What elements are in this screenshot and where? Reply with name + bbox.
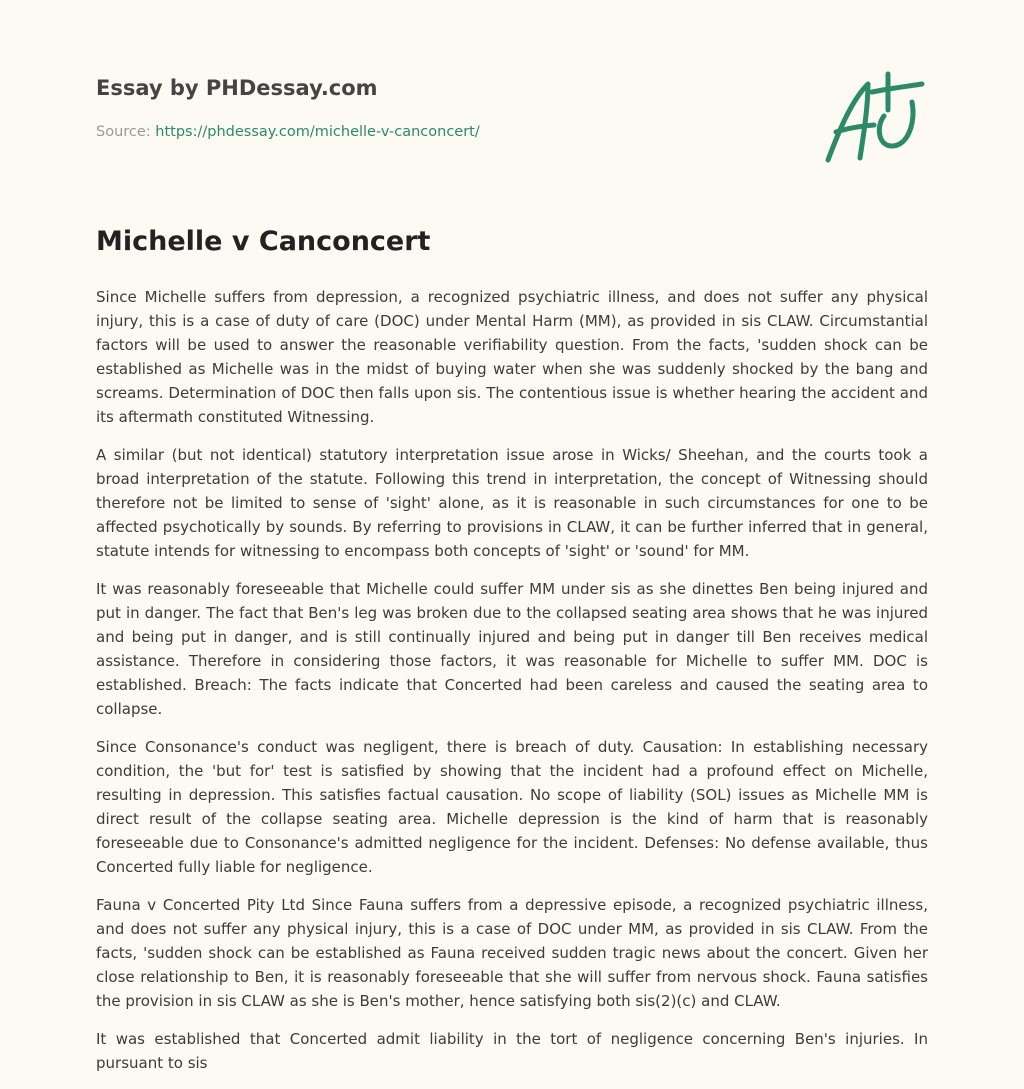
essay-title: Michelle v Canconcert	[96, 226, 431, 257]
site-brand: Essay by PHDessay.com	[96, 76, 378, 100]
source-link[interactable]: https://phdessay.com/michelle-v-canconcert/	[155, 124, 480, 140]
essay-paragraph: A similar (but not identical) statutory interpretation issue arose in Wicks/ Sheehan, and the courts took a broad interpretation of the statute. Following this trend in interpretation, the concept of Witnessing should therefore not be limited to sense of 'sight' alone, as it is reasonable in such circumstances for one to be affected psychotically by sounds. By referring to provisions in CLAW, it can be further inferred that in general, statute intends for witnessing to encompass both concepts of 'sight' or 'sound' for MM.	[96, 446, 928, 560]
essay-paragraph: It was reasonably foreseeable that Michelle could suffer MM under sis as she dinettes Ben being injured and put in danger. The fact that Ben's leg was broken due to the collapsed seating area shows that he was injured and being put in danger, and is still continually injured and being put in danger till Ben receives medical assistance. Therefore in considering those factors, it was reasonable for Michelle to suffer MM. DOC is established. Breach: The facts indicate that Concerted had been careless and caused the seating area to collapse.	[96, 580, 928, 718]
source-label: Source:	[96, 124, 156, 140]
essay-paragraph: Fauna v Concerted Pity Ltd Since Fauna suffers from a depressive episode, a recognized psychiatric illness, and does not suffer any physical injury, this is a case of DOC under MM, as provided in sis CLAW. From the facts, 'sudden shock can be established as Fauna received sudden tragic news about the concert. Given her close relationship to Ben, it is reasonably foreseeable that she will suffer from nervous shock. Fauna satisfies the provision in sis CLAW as she is Ben's mother, hence satisfying both sis(2)(c) and CLAW.	[96, 896, 928, 1010]
essay-body	[96, 285, 928, 1089]
essay-paragraph: Since Consonance's conduct was negligent, there is breach of duty. Causation: In establishing necessary condition, the 'but for' test is satisfied by showing that the incident had a profound effect on Michelle, resulting in depression. This satisfies factual causation. No scope of liability (SOL) issues as Michelle MM is direct result of the collapse seating area. Michelle depression is the kind of harm that is reasonably foreseeable due to Consonance's admitted negligence for the incident. Defenses: No defense available, thus Concerted fully liable for negligence.	[96, 738, 928, 876]
essay-paragraph: Since Michelle suffers from depression, a recognized psychiatric illness, and does not suffer any physical injury, this is a case of duty of care (DOC) under Mental Harm (MM), as provided in sis CLAW. Circumstantial factors will be used to answer the reasonable verifiability question. From the facts, 'sudden shock can be established as Michelle was in the midst of buying water when she was suddenly shocked by the bang and screams. Determination of DOC then falls upon sis. The contentious issue is whether hearing the accident and its aftermath constituted Witnessing.	[96, 288, 928, 426]
source-line	[96, 124, 480, 140]
essay-paragraph: It was established that Concerted admit liability in the tort of negligence concerning Ben's injuries. In pursuant to sis	[96, 1030, 928, 1072]
a-plus-grade-icon	[822, 70, 928, 164]
